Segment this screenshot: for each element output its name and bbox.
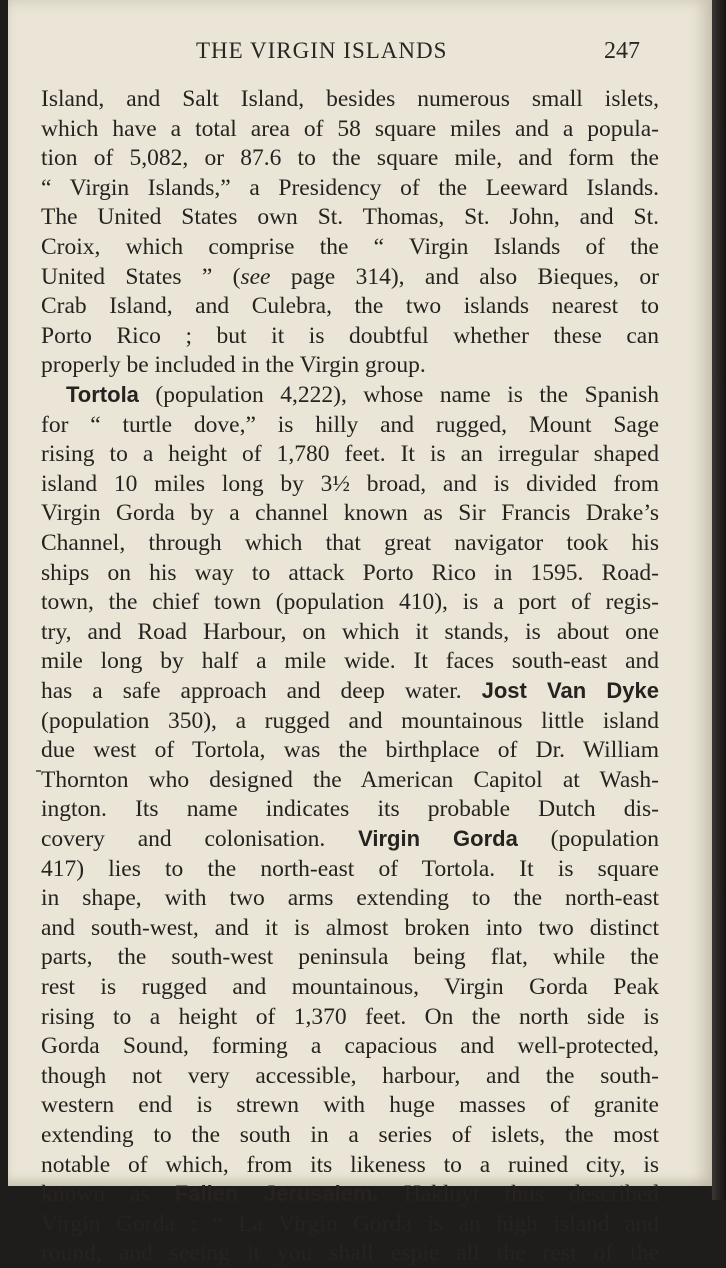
text-line — [41, 1209, 659, 1239]
text-segment: for “ turtle dove,” is hilly and rugged, Mount Sage — [41, 412, 659, 438]
text-line — [41, 232, 659, 262]
text-segment: Porto Rico ; but it is doubtful whether these can — [41, 323, 659, 349]
text-line — [41, 913, 659, 943]
book-binding-edge — [712, 0, 726, 1200]
text-line — [41, 1150, 659, 1180]
text-segment: properly be included in the Virgin group. — [41, 352, 426, 378]
text-line — [41, 883, 659, 913]
running-header — [8, 38, 712, 68]
text-line — [41, 1061, 659, 1091]
text-line — [41, 824, 659, 854]
text-segment: though not very accessible, harbour, and the south- — [41, 1063, 659, 1089]
text-line — [41, 646, 659, 676]
text-segment: The United States own St. Thomas, St. John, and St. — [41, 204, 659, 230]
text-line — [41, 676, 659, 706]
text-line — [41, 173, 659, 203]
place-name-heading: Fallen Jerusalem. — [174, 1181, 379, 1206]
text-line — [41, 617, 659, 647]
text-segment: ington. Its name indicates its probable Dutch dis- — [41, 796, 659, 822]
text-line — [41, 202, 659, 232]
text-segment: known as — [41, 1181, 175, 1207]
text-segment: page 314), and also Bieques, or — [270, 264, 659, 290]
text-line — [41, 942, 659, 972]
text-line — [41, 350, 659, 380]
text-segment: rest is rugged and mountainous, Virgin Gorda Peak — [41, 974, 659, 1000]
text-line — [41, 84, 659, 114]
text-segment: mile long by half a mile wide. It faces south-east and — [41, 648, 659, 674]
text-segment: Virgin Gorda : “ La Virgin Gorda is an high island and — [41, 1211, 659, 1237]
text-segment: extending to the south in a series of islets, the most — [41, 1122, 659, 1148]
text-line — [41, 765, 659, 795]
text-line — [41, 587, 659, 617]
text-segment: notable of which, from its likeness to a ruined city, is — [41, 1152, 659, 1178]
text-segment: and south-west, and it is almost broken into two distinct — [41, 915, 659, 941]
text-line — [41, 794, 659, 824]
text-segment: which have a total area of 58 square miles and a popula- — [41, 116, 659, 142]
text-line — [41, 321, 659, 351]
page-number: 247 — [604, 38, 640, 64]
text-segment: parts, the south-west peninsula being flat, while the — [41, 944, 659, 970]
text-line — [41, 854, 659, 884]
margin-mark — [36, 770, 41, 772]
text-segment: in shape, with two arms extending to the north-east — [41, 885, 659, 911]
text-line — [41, 706, 659, 736]
text-segment: Gorda Sound, forming a capacious and well-protected, — [41, 1033, 659, 1059]
italic-reference: see — [240, 264, 271, 290]
text-line — [41, 735, 659, 765]
text-segment: has a safe approach and deep water. — [41, 678, 482, 704]
text-line — [41, 1090, 659, 1120]
text-line — [66, 380, 659, 410]
text-segment: United States ” ( — [41, 264, 241, 290]
text-segment: Channel, through which that great navigator took his — [41, 530, 659, 556]
text-line — [41, 143, 659, 173]
text-segment: Crab Island, and Culebra, the two islands nearest to — [41, 293, 659, 319]
text-line — [41, 528, 659, 558]
text-segment: rising to a height of 1,780 feet. It is an irregular shaped — [41, 441, 659, 467]
text-segment: Hakluyt thus described — [378, 1181, 659, 1207]
text-segment: ships on his way to attack Porto Rico in 1595. Road- — [41, 560, 659, 586]
text-line — [41, 439, 659, 469]
text-segment: western end is strewn with huge masses of granite — [41, 1092, 659, 1118]
text-segment: (population 4,222), whose name is the Spanish — [138, 382, 659, 408]
text-segment: “ Virgin Islands,” a Presidency of the Leeward Islands. — [41, 175, 659, 201]
text-line — [41, 291, 659, 321]
running-title: THE VIRGIN ISLANDS — [196, 38, 448, 63]
text-line — [41, 1179, 659, 1209]
text-line — [41, 972, 659, 1002]
text-segment: Island, and Salt Island, besides numerous small islets, — [41, 86, 659, 112]
text-line — [41, 1002, 659, 1032]
text-line — [41, 1120, 659, 1150]
text-segment: 417) lies to the north-east of Tortola. It is square — [41, 856, 659, 882]
text-segment: tion of 5,082, or 87.6 to the square mile, and form the — [41, 145, 659, 171]
text-segment: rising to a height of 1,370 feet. On the north side is — [41, 1004, 659, 1030]
text-line — [41, 558, 659, 588]
text-line — [41, 114, 659, 144]
text-segment: Croix, which comprise the “ Virgin Islands of the — [41, 234, 659, 260]
text-segment: round, and seeing it you shall espie all the rest of the — [41, 1240, 659, 1266]
place-name-heading: Jost Van Dyke — [481, 678, 660, 703]
text-segment: due west of Tortola, was the birthplace of Dr. William — [41, 737, 659, 763]
text-line — [41, 469, 659, 499]
place-name-heading: Virgin Gorda — [358, 826, 518, 851]
place-name-heading: Tortola — [66, 382, 139, 407]
text-segment: Virgin Gorda by a channel known as Sir Francis Drake’s — [41, 500, 659, 526]
text-line — [41, 498, 659, 528]
text-segment: covery and colonisation. — [41, 826, 359, 852]
text-segment: town, the chief town (population 410), is a port of regis- — [41, 589, 659, 615]
text-segment: try, and Road Harbour, on which it stands, is about one — [41, 619, 659, 645]
text-segment: (population — [517, 826, 659, 852]
text-segment: (population 350), a rugged and mountainous little island — [41, 708, 659, 734]
text-line — [41, 1238, 659, 1268]
text-line — [41, 410, 659, 440]
text-line — [41, 1031, 659, 1061]
text-segment: island 10 miles long by 3½ broad, and is divided from — [41, 471, 659, 497]
text-segment: Thornton who designed the American Capitol at Wash- — [41, 767, 659, 793]
text-line — [41, 262, 659, 292]
book-page — [8, 0, 714, 1266]
